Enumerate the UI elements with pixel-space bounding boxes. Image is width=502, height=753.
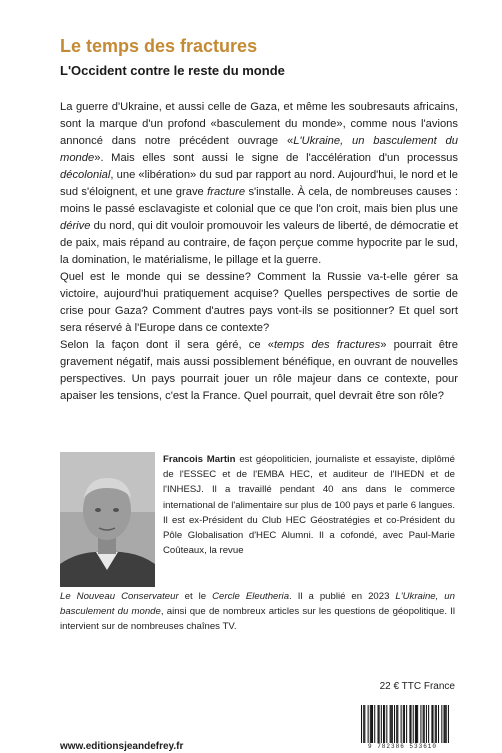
book-reference: L'Ukraine, un basculement du monde xyxy=(60,135,458,164)
barcode-bar xyxy=(445,705,446,743)
barcode-bar xyxy=(441,705,442,743)
barcode-bar xyxy=(416,705,417,743)
paragraph-2: Quel est le monde qui se dessine? Comment la Russie va-t-elle gérer sa victoire, aujourd'hui pratiquement acquise? Quelles perspectives de sortie de crise pour Gaza? Comment d'autres pays vont-ils se positionner? Et quel sort sera réservé à l'Europe dans ce contexte? xyxy=(60,271,458,334)
barcode-bar xyxy=(401,705,402,743)
publisher-website: www.editionsjeandefrey.fr xyxy=(60,741,184,752)
barcode-bar xyxy=(417,705,418,743)
barcode-bar xyxy=(413,705,414,743)
paragraph-3: Selon la façon dont il sera géré, ce «temps des fractures» pourrait être gravement négatif, mais aussi possiblement bénéfique, en ouvrant de nouvelles perspectives. Un pays pourrait jouer un rôle majeur dans ce contexte, pour apaiser les tensions, c'est la France. Quel pourrait, quel devrait être son rôle? xyxy=(60,339,458,402)
barcode-bar xyxy=(446,705,447,743)
barcode-bar xyxy=(363,705,364,743)
barcode-bar xyxy=(423,705,424,743)
barcode-bar xyxy=(394,705,395,743)
barcode-bar xyxy=(433,705,434,743)
barcode-bar xyxy=(426,705,427,743)
barcode-bar xyxy=(403,705,404,743)
author-bio-continued: Le Nouveau Conservateur et le Cercle Eleutheria. Il a publié en 2023 L'Ukraine, un basculement du monde, ainsi que de nombreux articles sur les questions de géopolitique. Il intervient sur de nombreuses chaînes TV. xyxy=(60,591,456,633)
barcode-bar xyxy=(379,705,380,743)
barcode-bar xyxy=(370,705,371,743)
barcode-bar xyxy=(374,705,375,743)
barcode-bar xyxy=(378,705,379,743)
barcode-bar xyxy=(368,705,369,743)
barcode-bar xyxy=(391,705,392,743)
barcode-bar xyxy=(428,705,429,743)
barcode-bar xyxy=(396,705,397,743)
price-label: 22 € TTC France xyxy=(379,681,455,692)
barcode-bar xyxy=(444,705,445,743)
barcode-bar xyxy=(397,705,398,743)
book-title: Le temps des fractures xyxy=(60,36,258,56)
barcode-bar xyxy=(371,705,372,743)
barcode-bar xyxy=(361,705,362,743)
barcode-bar xyxy=(431,705,432,743)
barcode-bar xyxy=(411,705,412,743)
barcode-bar xyxy=(404,705,405,743)
barcode-bar xyxy=(436,705,437,743)
barcode-bar xyxy=(424,705,425,743)
author-photo xyxy=(60,452,155,587)
barcode-bar xyxy=(364,705,365,743)
barcode-bar xyxy=(381,705,382,743)
barcode-bar xyxy=(435,705,436,743)
barcode-bar xyxy=(383,705,384,743)
barcode-bar xyxy=(384,705,385,743)
barcode-bar xyxy=(372,705,373,743)
barcode-bar xyxy=(390,705,391,743)
paragraph-1: La guerre d'Ukraine, et aussi celle de Gaza, et même les soubresauts africains, sont la marque d'un profond «basculement du monde», comme nous l'avions annoncé dans notre précédent ouvrage «L'Ukraine, un basculement du monde». Mais elles sont aussi le signe de l'accélération d'un processus décolonial, une «libération» du sud par rapport au nord. Aujourd'hui, le nord et le sud s'éloignent, et une grave fracture s'installe. À cela, de nombreuses causes : moins le passé esclavagiste et colonial que ce que l'on croit, mais bien plus une dérive du nord, qui dit vouloir promouvoir les valeurs de liberté, de démocratie et de paix, mais répand au contraire, de façon perçue comme hypocrite par le sud, la domination, le matérialisme, le pillage et la guerre. xyxy=(60,101,459,266)
barcode-bar xyxy=(415,705,416,743)
barcode-bar xyxy=(409,705,410,743)
author-bio: Francois Martin est géopoliticien, journaliste et essayiste, diplômé de l'ESSEC et de l'EMBA HEC, et auditeur de l'IHEDN et de l'INHESJ. Il a travaillé pendant 40 ans dans le commerce international de l'alimentaire sur plus de 100 pays et parle 6 langues. Il est ex-Président du Club HEC Géostratégies et co-Président du Pôle Globalisation d'HEC Alumni. Il a cofondé, avec Paul-Marie Coûteaux, la revue xyxy=(163,454,455,557)
barcode-bar xyxy=(386,705,387,743)
author-portrait-image xyxy=(60,452,155,587)
book-subtitle: L'Occident contre le reste du monde xyxy=(60,63,285,78)
barcode-bar xyxy=(448,705,449,743)
barcode-bar xyxy=(406,705,407,743)
barcode-bar xyxy=(420,705,421,743)
barcode-bar xyxy=(438,705,439,743)
barcode-bar xyxy=(392,705,393,743)
isbn-number: 9 782386 533610 xyxy=(368,743,438,750)
author-name: Francois Martin xyxy=(163,454,236,465)
back-cover-text xyxy=(60,99,458,405)
